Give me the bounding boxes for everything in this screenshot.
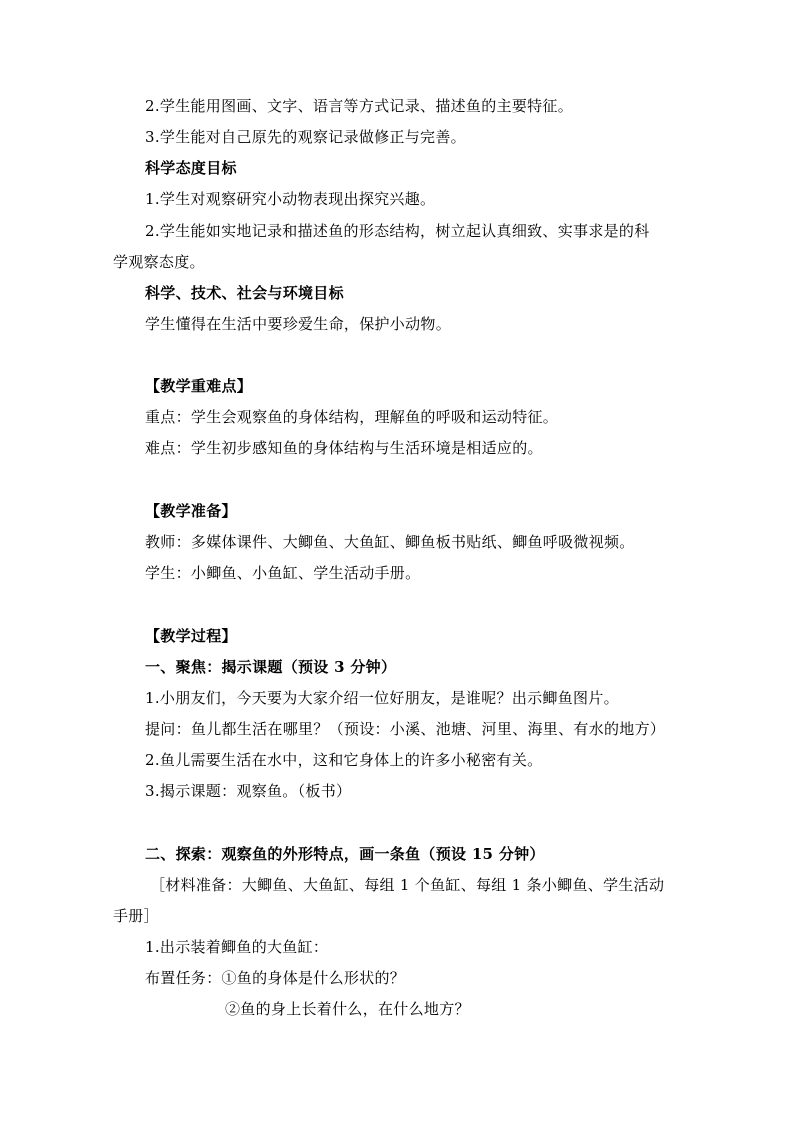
heading-process: 【教学过程】 <box>145 627 237 645</box>
heading-key-points: 【教学重难点】 <box>145 377 253 395</box>
difficult-point-line: 难点：学生初步感知鱼的身体结构与生活环境是相适应的。 <box>145 439 543 457</box>
task-line-2: ②鱼的身上长着什么，在什么地方？ <box>225 1000 470 1018</box>
materials-line: ［材料准备：大鲫鱼、大鱼缸、每组 1 个鱼缸、每组 1 条小鲫鱼、学生活动 <box>150 876 665 894</box>
section-1-heading: 一、聚焦：揭示课题（预设 3 分钟） <box>145 658 397 676</box>
section-2-heading: 二、探索：观察鱼的外形特点，画一条鱼（预设 15 分钟） <box>145 845 545 863</box>
heading-preparation: 【教学准备】 <box>145 502 237 520</box>
objective-line-3: 3.学生能对自己原先的观察记录做修正与完善。 <box>145 128 466 146</box>
task-line-1: 布置任务：①鱼的身体是什么形状的？ <box>145 969 406 987</box>
attitude-line-1: 1.学生对观察研究小动物表现出探究兴趣。 <box>145 190 436 208</box>
objective-line-2: 2.学生能用图画、文字、语言等方式记录、描述鱼的主要特征。 <box>145 97 574 115</box>
student-prep-line: 学生：小鲫鱼、小鱼缸、学生活动手册。 <box>145 564 421 582</box>
attitude-line-2: 2.学生能如实地记录和描述鱼的形态结构，树立起认真细致、实事求是的科 <box>145 222 650 240</box>
section-1-question: 提问：鱼儿都生活在哪里？（预设：小溪、池塘、河里、海里、有水的地方） <box>145 720 666 738</box>
heading-science-attitude: 科学态度目标 <box>145 159 237 177</box>
section-1-line-2: 2.鱼儿需要生活在水中，这和它身体上的许多小秘密有关。 <box>145 751 543 769</box>
teacher-prep-line: 教师：多媒体课件、大鲫鱼、大鱼缸、鲫鱼板书贴纸、鲫鱼呼吸微视频。 <box>145 533 635 551</box>
key-point-line: 重点：学生会观察鱼的身体结构，理解鱼的呼吸和运动特征。 <box>145 408 559 426</box>
section-1-line-1: 1.小朋友们，今天要为大家介绍一位好朋友，是谁呢？出示鲫鱼图片。 <box>145 689 619 707</box>
stse-line: 学生懂得在生活中要珍爱生命，保护小动物。 <box>145 315 452 333</box>
section-1-line-3: 3.揭示课题：观察鱼。（板书） <box>145 782 352 800</box>
attitude-line-2-cont: 学观察态度。 <box>113 253 205 271</box>
materials-line-cont: 手册］ <box>113 907 159 925</box>
heading-stse: 科学、技术、社会与环境目标 <box>145 284 344 302</box>
section-2-line-1: 1.出示装着鲫鱼的大鱼缸： <box>145 938 329 956</box>
